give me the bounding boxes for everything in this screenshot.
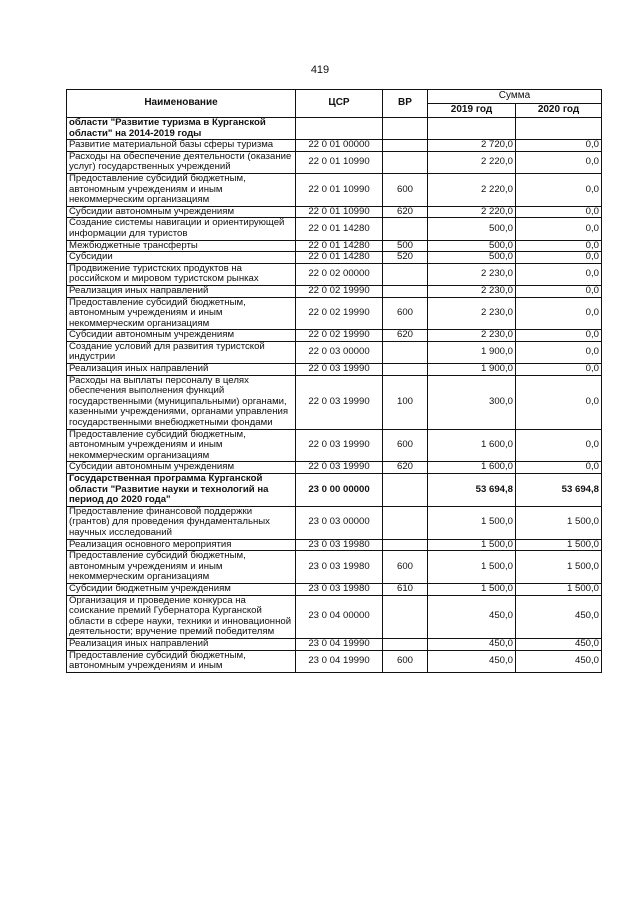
table-row <box>67 218 602 240</box>
row-csr: 22 0 01 10990 <box>296 206 383 218</box>
row-csr: 22 0 03 19990 <box>296 429 383 462</box>
row-value-2020: 450,0 <box>516 650 602 672</box>
row-value-2020: 1 500,0 <box>516 551 602 584</box>
row-vr <box>383 638 428 650</box>
budget-table <box>66 89 602 673</box>
row-name: Предоставление субсидий бюджетным, автономным учреждениям и иным некоммерческим организациям <box>67 551 296 584</box>
row-value-2019: 1 500,0 <box>428 583 516 595</box>
row-csr: 22 0 02 00000 <box>296 263 383 285</box>
row-csr: 22 0 02 19990 <box>296 285 383 297</box>
row-csr: 22 0 01 00000 <box>296 140 383 152</box>
row-value-2019: 2 230,0 <box>428 285 516 297</box>
row-vr <box>383 474 428 507</box>
row-vr: 520 <box>383 252 428 264</box>
row-csr: 22 0 01 10990 <box>296 151 383 173</box>
row-name: Государственная программа Курганской области "Развитие науки и технологий на период до 2020 года" <box>67 474 296 507</box>
row-name: области "Развитие туризма в Курганской области" на 2014-2019 годы <box>67 118 296 140</box>
row-value-2019: 450,0 <box>428 595 516 638</box>
row-vr <box>383 151 428 173</box>
table-row <box>67 341 602 363</box>
row-csr: 22 0 01 14280 <box>296 218 383 240</box>
row-vr <box>383 118 428 140</box>
row-name: Реализация основного мероприятия <box>67 539 296 551</box>
row-csr: 22 0 03 19990 <box>296 462 383 474</box>
table-row <box>67 297 602 330</box>
row-value-2019: 1 600,0 <box>428 429 516 462</box>
row-value-2020: 0,0 <box>516 206 602 218</box>
row-value-2020: 1 500,0 <box>516 583 602 595</box>
row-value-2019: 1 500,0 <box>428 551 516 584</box>
table-row <box>67 240 602 252</box>
row-csr: 23 0 04 00000 <box>296 595 383 638</box>
row-vr <box>383 506 428 539</box>
table-body <box>67 118 602 673</box>
row-value-2020: 0,0 <box>516 297 602 330</box>
row-value-2020: 0,0 <box>516 462 602 474</box>
row-vr <box>383 595 428 638</box>
row-name: Продвижение туристских продуктов на российском и мировом туристском рынках <box>67 263 296 285</box>
row-value-2019: 1 900,0 <box>428 341 516 363</box>
table-row <box>67 151 602 173</box>
row-vr: 600 <box>383 551 428 584</box>
row-vr: 100 <box>383 375 428 429</box>
table-row <box>67 252 602 264</box>
header-csr: ЦСР <box>296 90 383 118</box>
page-number: 419 <box>310 64 330 76</box>
row-value-2020: 0,0 <box>516 218 602 240</box>
row-csr: 22 0 02 19990 <box>296 297 383 330</box>
row-name: Субсидии автономным учреждениям <box>67 330 296 342</box>
header-sum: Сумма <box>428 90 602 104</box>
row-vr: 600 <box>383 429 428 462</box>
row-vr: 500 <box>383 240 428 252</box>
row-name: Реализация иных направлений <box>67 364 296 376</box>
row-vr: 620 <box>383 206 428 218</box>
row-value-2019: 500,0 <box>428 218 516 240</box>
row-value-2020: 0,0 <box>516 252 602 264</box>
row-name: Межбюджетные трансферты <box>67 240 296 252</box>
table-row <box>67 595 602 638</box>
row-name: Предоставление субсидий бюджетным, автономным учреждениям и иным некоммерческим организациям <box>67 297 296 330</box>
row-name: Предоставление субсидий бюджетным, автономным учреждениям и иным <box>67 650 296 672</box>
row-value-2020: 0,0 <box>516 375 602 429</box>
row-vr <box>383 539 428 551</box>
row-value-2019: 300,0 <box>428 375 516 429</box>
row-vr: 600 <box>383 297 428 330</box>
row-value-2020: 1 500,0 <box>516 539 602 551</box>
row-name: Расходы на выплаты персоналу в целях обеспечения выполнения функций государственными (муниципальными) органами, казенными учреждениями, органами управления государственными внебюджетными фондами <box>67 375 296 429</box>
row-value-2020: 0,0 <box>516 341 602 363</box>
row-csr: 23 0 03 19980 <box>296 539 383 551</box>
row-csr: 22 0 01 14280 <box>296 252 383 264</box>
row-vr <box>383 218 428 240</box>
row-value-2019: 2 720,0 <box>428 140 516 152</box>
row-csr: 22 0 01 10990 <box>296 173 383 206</box>
header-year-2020: 2020 год <box>516 104 602 118</box>
table-row <box>67 474 602 507</box>
row-vr: 610 <box>383 583 428 595</box>
header-name: Наименование <box>67 90 296 118</box>
row-name: Субсидии <box>67 252 296 264</box>
row-name: Реализация иных направлений <box>67 285 296 297</box>
row-name: Организация и проведение конкурса на соискание премий Губернатора Курганской области в сфере науки, техники и инновационной деятельности; вручение премий победителям <box>67 595 296 638</box>
table-row <box>67 638 602 650</box>
row-name: Создание условий для развития туристской индустрии <box>67 341 296 363</box>
row-name: Развитие материальной базы сферы туризма <box>67 140 296 152</box>
row-value-2019: 2 230,0 <box>428 297 516 330</box>
table-row <box>67 140 602 152</box>
row-vr <box>383 364 428 376</box>
row-csr: 23 0 03 19980 <box>296 551 383 584</box>
table-row <box>67 263 602 285</box>
row-csr: 23 0 04 19990 <box>296 638 383 650</box>
row-value-2019: 1 900,0 <box>428 364 516 376</box>
row-csr: 23 0 03 19980 <box>296 583 383 595</box>
row-name: Создание системы навигации и ориентирующей информации для туристов <box>67 218 296 240</box>
row-value-2019: 2 220,0 <box>428 151 516 173</box>
row-name: Субсидии бюджетным учреждениям <box>67 583 296 595</box>
row-value-2020: 450,0 <box>516 638 602 650</box>
row-csr: 23 0 03 00000 <box>296 506 383 539</box>
row-name: Предоставление финансовой поддержки (грантов) для проведения фундаментальных научных исследований <box>67 506 296 539</box>
row-vr: 600 <box>383 650 428 672</box>
row-value-2019: 1 500,0 <box>428 539 516 551</box>
row-vr <box>383 341 428 363</box>
table-row <box>67 375 602 429</box>
row-value-2020 <box>516 118 602 140</box>
row-value-2019: 2 230,0 <box>428 330 516 342</box>
row-value-2020: 1 500,0 <box>516 506 602 539</box>
row-value-2020: 0,0 <box>516 429 602 462</box>
table-row <box>67 462 602 474</box>
row-name: Расходы на обеспечение деятельности (оказание услуг) государственных учреждений <box>67 151 296 173</box>
table-row <box>67 364 602 376</box>
row-vr <box>383 285 428 297</box>
row-vr: 620 <box>383 462 428 474</box>
table-row <box>67 118 602 140</box>
row-value-2020: 0,0 <box>516 173 602 206</box>
header-vr: ВР <box>383 90 428 118</box>
table-row <box>67 173 602 206</box>
table-row <box>67 551 602 584</box>
table-row <box>67 429 602 462</box>
row-value-2019: 450,0 <box>428 638 516 650</box>
row-value-2020: 0,0 <box>516 330 602 342</box>
row-value-2020: 0,0 <box>516 140 602 152</box>
row-vr: 600 <box>383 173 428 206</box>
row-value-2019 <box>428 118 516 140</box>
row-value-2019: 450,0 <box>428 650 516 672</box>
row-value-2019: 1 500,0 <box>428 506 516 539</box>
row-csr: 23 0 04 19990 <box>296 650 383 672</box>
row-csr: 22 0 03 19990 <box>296 364 383 376</box>
row-value-2020: 0,0 <box>516 263 602 285</box>
row-value-2020: 53 694,8 <box>516 474 602 507</box>
table-row <box>67 583 602 595</box>
row-csr: 22 0 01 14280 <box>296 240 383 252</box>
row-value-2020: 450,0 <box>516 595 602 638</box>
row-name: Субсидии автономным учреждениям <box>67 462 296 474</box>
row-value-2019: 2 220,0 <box>428 173 516 206</box>
row-name: Предоставление субсидий бюджетным, автономным учреждениям и иным некоммерческим организациям <box>67 429 296 462</box>
row-vr: 620 <box>383 330 428 342</box>
row-value-2019: 500,0 <box>428 252 516 264</box>
row-value-2020: 0,0 <box>516 240 602 252</box>
table-row <box>67 330 602 342</box>
table-row <box>67 650 602 672</box>
row-name: Предоставление субсидий бюджетным, автономным учреждениям и иным некоммерческим организациям <box>67 173 296 206</box>
row-value-2020: 0,0 <box>516 364 602 376</box>
header-year-2019: 2019 год <box>428 104 516 118</box>
row-value-2019: 2 230,0 <box>428 263 516 285</box>
row-csr <box>296 118 383 140</box>
row-csr: 22 0 03 19990 <box>296 375 383 429</box>
row-value-2020: 0,0 <box>516 285 602 297</box>
row-name: Реализация иных направлений <box>67 638 296 650</box>
row-value-2019: 1 600,0 <box>428 462 516 474</box>
table-row <box>67 285 602 297</box>
row-value-2019: 2 220,0 <box>428 206 516 218</box>
row-csr: 23 0 00 00000 <box>296 474 383 507</box>
row-csr: 22 0 03 00000 <box>296 341 383 363</box>
row-csr: 22 0 02 19990 <box>296 330 383 342</box>
row-value-2019: 500,0 <box>428 240 516 252</box>
table-row <box>67 539 602 551</box>
row-vr <box>383 263 428 285</box>
row-value-2019: 53 694,8 <box>428 474 516 507</box>
table-row <box>67 506 602 539</box>
row-vr <box>383 140 428 152</box>
row-value-2020: 0,0 <box>516 151 602 173</box>
table-row <box>67 206 602 218</box>
row-name: Субсидии автономным учреждениям <box>67 206 296 218</box>
